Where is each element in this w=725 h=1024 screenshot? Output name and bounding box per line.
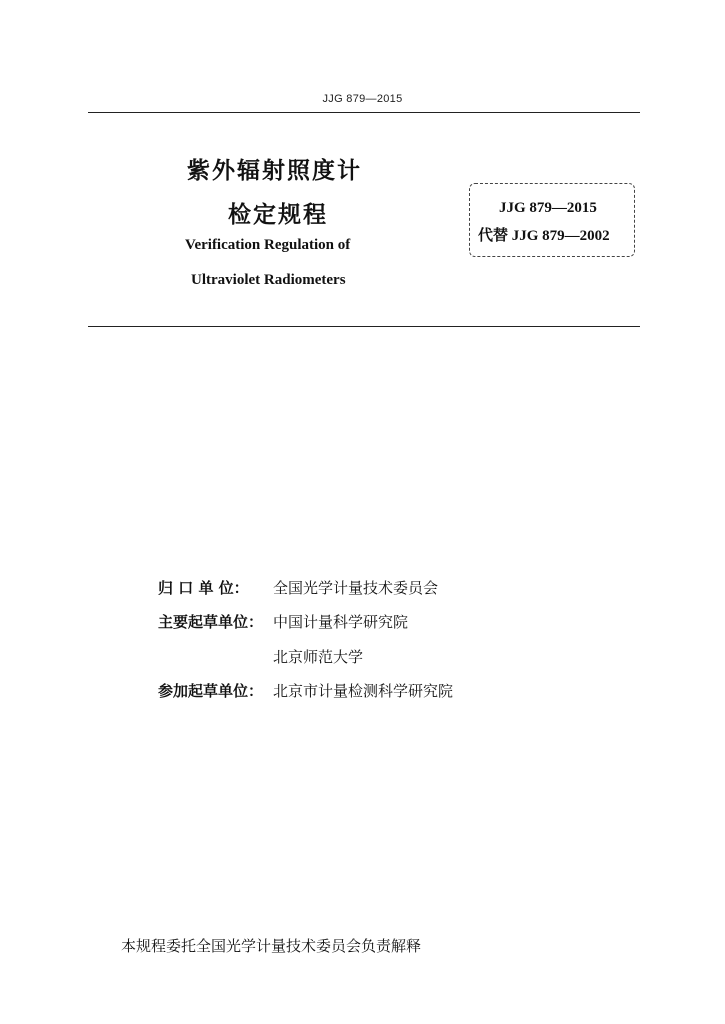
responsible-unit-label: 归 口 单 位： xyxy=(158,579,249,597)
responsible-unit-value: 全国光学计量技术委员会 xyxy=(273,579,439,597)
standard-code-box xyxy=(469,183,635,257)
participating-drafter-row xyxy=(158,680,453,701)
main-drafter-value-1: 中国计量科学研究院 xyxy=(273,613,409,631)
header-divider xyxy=(88,112,640,113)
main-drafter-row-2 xyxy=(158,646,363,667)
interpretation-note: 本规程委托全国光学计量技术委员会负责解释 xyxy=(121,937,422,955)
standard-code: JJG 879—2015 xyxy=(499,200,597,216)
title-chinese-line-2: 检定规程 xyxy=(228,202,328,228)
title-english-line-2: Ultraviolet Radiometers xyxy=(191,272,346,288)
replaced-standard-code: 代替 JJG 879—2002 xyxy=(478,228,610,244)
title-divider xyxy=(88,326,640,327)
participating-drafter-label: 参加起草单位： xyxy=(158,682,264,700)
participating-drafter-value: 北京市计量检测科学研究院 xyxy=(273,682,454,700)
title-english-line-1: Verification Regulation of xyxy=(185,237,351,253)
main-drafter-row xyxy=(158,611,408,632)
header-standard-code: JJG 879—2015 xyxy=(322,93,403,105)
responsible-unit-row xyxy=(158,577,438,598)
main-drafter-label: 主要起草单位： xyxy=(158,613,264,631)
title-chinese-line-1: 紫外辐射照度计 xyxy=(187,158,362,184)
main-drafter-value-2: 北京师范大学 xyxy=(273,648,364,666)
